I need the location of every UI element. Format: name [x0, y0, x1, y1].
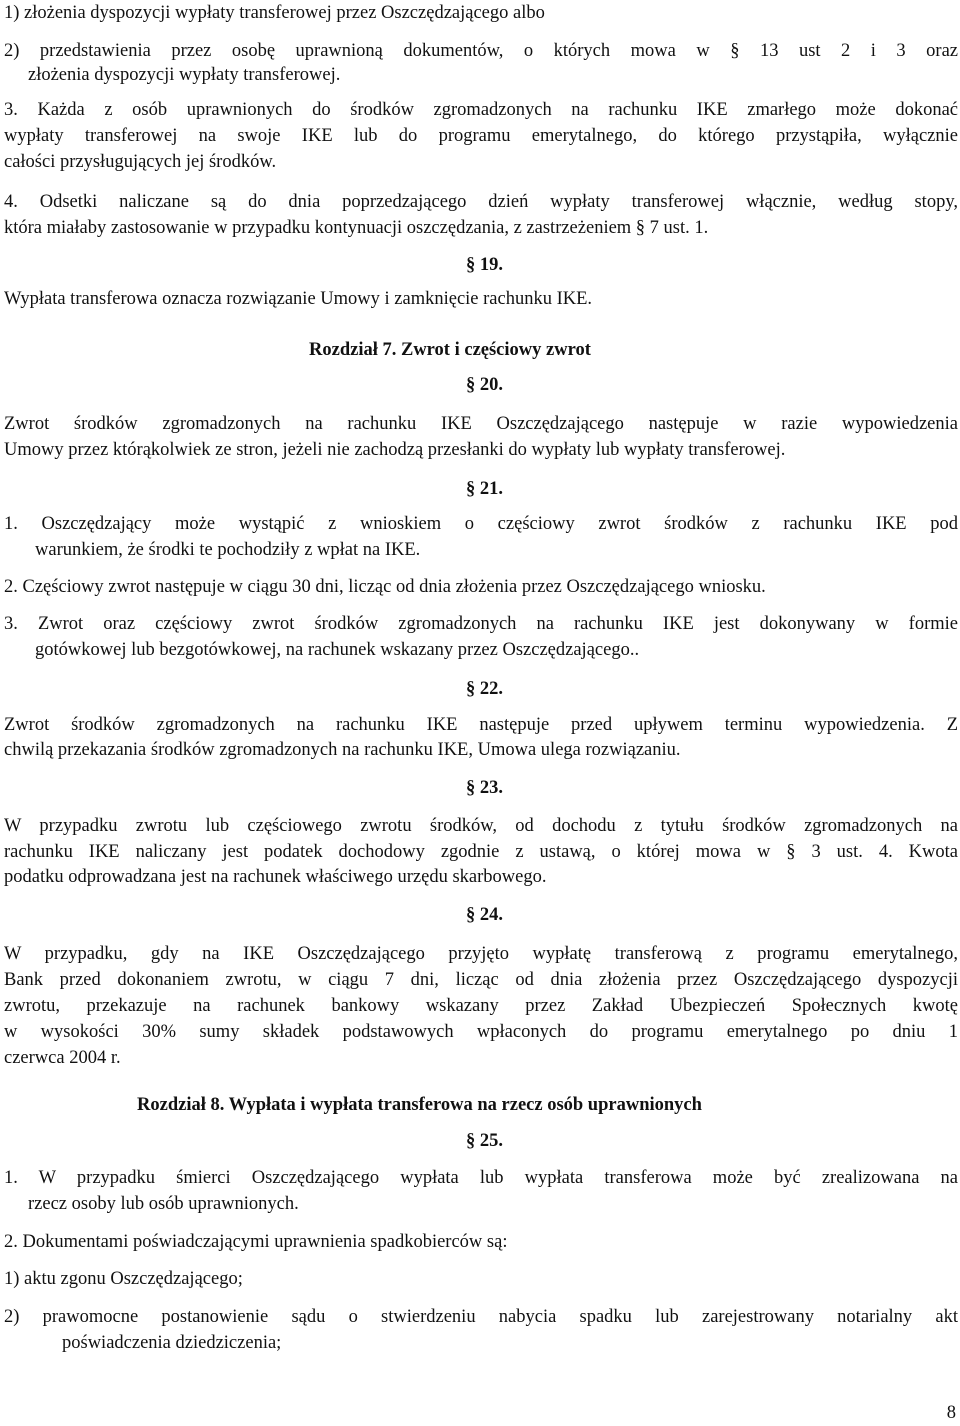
section-heading: § 20. — [466, 375, 503, 395]
section-heading: § 22. — [466, 679, 503, 699]
paragraph-line: czerwca 2004 r. — [4, 1048, 121, 1068]
paragraph-line: wypłaty transferowej na swoje IKE lub do programu emerytalnego, do którego przystąpiła, wyłącznie — [4, 126, 958, 146]
paragraph-line: rachunku IKE naliczany jest podatek dochodowy zgodnie z ustawą, o której mowa w § 3 ust. 4. Kwota — [4, 842, 958, 862]
chapter-heading: Rozdział 8. Wypłata i wypłata transferowa na rzecz osób uprawnionych — [137, 1095, 702, 1115]
list-item: 1) złożenia dyspozycji wypłaty transferowej przez Oszczędzającego albo — [4, 3, 545, 23]
paragraph-line: 3. Każda z osób uprawnionych do środków zgromadzonych na rachunku IKE zmarłego może dokonać — [4, 100, 958, 120]
list-item-continuation: poświadczenia dziedziczenia; — [62, 1333, 282, 1353]
section-heading: § 24. — [466, 905, 503, 925]
paragraph-line: która miałaby zastosowanie w przypadku kontynuacji oszczędzania, z zastrzeżeniem § 7 ust. 1. — [4, 218, 709, 238]
chapter-heading: Rozdział 7. Zwrot i częściowy zwrot — [309, 340, 591, 360]
paragraph-line: rzecz osoby lub osób uprawnionych. — [28, 1194, 299, 1214]
section-heading: § 19. — [466, 255, 503, 275]
paragraph-line: W przypadku zwrotu lub częściowego zwrotu środków, od dochodu z tytułu środków zgromadzonych na — [4, 816, 958, 836]
paragraph-line: warunkiem, że środki te pochodziły z wpłat na IKE. — [35, 540, 421, 560]
paragraph-line: W przypadku, gdy na IKE Oszczędzającego przyjęto wypłatę transferową z programu emerytalnego, — [4, 944, 958, 964]
list-item: 2) prawomocne postanowienie sądu o stwierdzeniu nabycia spadku lub zarejestrowany notarialny akt — [4, 1307, 958, 1327]
paragraph-line: gotówkowej lub bezgotówkowej, na rachunek wskazany przez Oszczędzającego.. — [35, 640, 640, 660]
section-heading: § 25. — [466, 1131, 503, 1151]
paragraph-line: Bank przed dokonaniem zwrotu, w ciągu 7 dni, licząc od dnia złożenia przez Oszczędzającego dyspozycji — [4, 970, 958, 990]
paragraph-line: 1. Oszczędzający może wystąpić z wnioskiem o częściowy zwrot środków z rachunku IKE pod — [4, 514, 958, 534]
list-item: 1) aktu zgonu Oszczędzającego; — [4, 1269, 243, 1289]
paragraph-line: 3. Zwrot oraz częściowy zwrot środków zgromadzonych na rachunku IKE jest dokonywany w formie — [4, 614, 958, 634]
section-heading: § 21. — [466, 479, 503, 499]
page-number: 8 — [946, 1403, 956, 1423]
section-heading: § 23. — [466, 778, 503, 798]
list-item-continuation: złożenia dyspozycji wypłaty transferowej. — [28, 65, 341, 85]
paragraph-line: w wysokości 30% sumy składek podstawowych wpłaconych do programu emerytalnego po dniu 1 — [4, 1022, 958, 1042]
paragraph-line: Wypłata transferowa oznacza rozwiązanie Umowy i zamknięcie rachunku IKE. — [4, 289, 593, 309]
paragraph-line: 2. Dokumentami poświadczającymi uprawnienia spadkobierców są: — [4, 1232, 508, 1252]
paragraph-line: podatku odprowadzana jest na rachunek właściwego urzędu skarbowego. — [4, 867, 547, 887]
paragraph-line: Umowy przez którąkolwiek ze stron, jeżeli nie zachodzą przesłanki do wypłaty lub wypłaty transferowej. — [4, 440, 786, 460]
paragraph-line: chwilą przekazania środków zgromadzonych na rachunku IKE, Umowa ulega rozwiązaniu. — [4, 740, 681, 760]
list-item: 2) przedstawienia przez osobę uprawnioną dokumentów, o których mowa w § 13 ust 2 i 3 oraz — [4, 41, 958, 61]
paragraph-line: 2. Częściowy zwrot następuje w ciągu 30 dni, licząc od dnia złożenia przez Oszczędzającego wniosku. — [4, 577, 766, 597]
paragraph-line: Zwrot środków zgromadzonych na rachunku IKE Oszczędzającego następuje w razie wypowiedzenia — [4, 414, 958, 434]
paragraph-line: 1. W przypadku śmierci Oszczędzającego wypłata lub wypłata transferowa może być zrealizowana na — [4, 1168, 958, 1188]
paragraph-line: całości przysługujących jej środków. — [4, 152, 277, 172]
paragraph-line: 4. Odsetki naliczane są do dnia poprzedzającego dzień wypłaty transferowej włącznie, według stopy, — [4, 192, 958, 212]
paragraph-line: Zwrot środków zgromadzonych na rachunku IKE następuje przed upływem terminu wypowiedzenia. Z — [4, 715, 958, 735]
paragraph-line: zwrotu, przekazuje na rachunek bankowy wskazany przez Zakład Ubezpieczeń Społecznych kwotę — [4, 996, 958, 1016]
